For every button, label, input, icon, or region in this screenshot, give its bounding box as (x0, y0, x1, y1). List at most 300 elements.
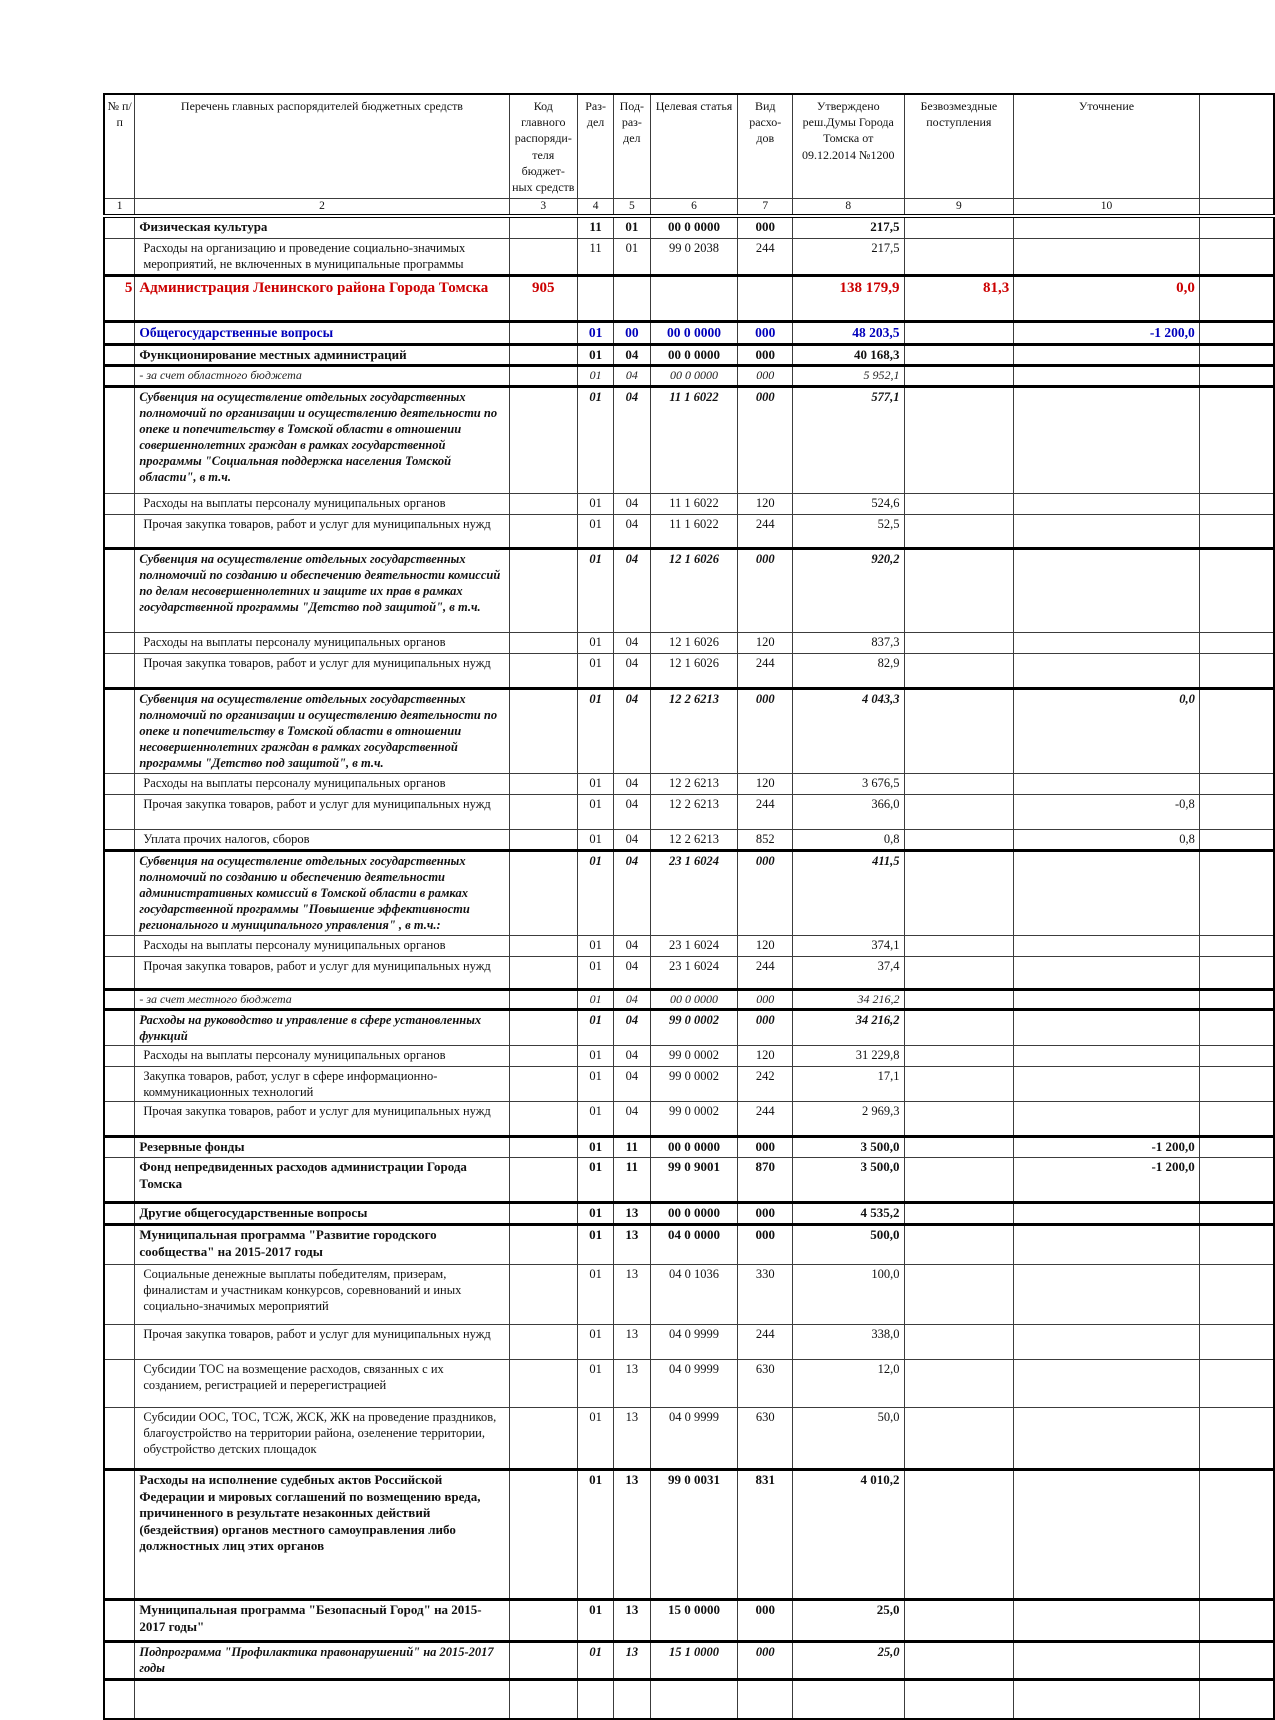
cell-expense-type: 000 (738, 1136, 793, 1157)
cell-podrazdel: 13 (614, 1407, 650, 1469)
col-number: 6 (650, 199, 738, 216)
cell-expense-type (738, 276, 793, 322)
cell-approved-amount: 25,0 (793, 1599, 904, 1641)
col-header-razdel: Раз-дел (578, 94, 614, 199)
cell-adjustment-amount (1014, 1202, 1200, 1224)
cell-gratuitous-amount (904, 794, 1014, 829)
table-row (104, 344, 1274, 366)
cell-grbs-code (509, 1469, 577, 1599)
cell-row-number: 5 (104, 276, 135, 322)
cell-row-number (104, 1679, 135, 1719)
cell-expense-type: 244 (738, 1101, 793, 1136)
cell-expense-type: 000 (738, 322, 793, 344)
cell-razdel: 01 (578, 1641, 614, 1679)
cell-razdel: 01 (578, 514, 614, 548)
cell-approved-amount: 338,0 (793, 1324, 904, 1359)
cell-target-article: 12 2 6213 (650, 794, 738, 829)
cell-approved-amount: 3 500,0 (793, 1157, 904, 1202)
cell-name: Прочая закупка товаров, работ и услуг для муниципальных нужд (135, 514, 509, 548)
cell-approved-amount: 3 500,0 (793, 1136, 904, 1157)
cell-adjustment-amount (1014, 1009, 1200, 1045)
cell-gratuitous-amount (904, 989, 1014, 1009)
table-row (104, 1679, 1274, 1719)
cell-target-article: 15 1 0000 (650, 1641, 738, 1679)
cell-grbs-code (509, 1157, 577, 1202)
cell-extra (1199, 1202, 1274, 1224)
cell-approved-amount: 411,5 (793, 850, 904, 935)
cell-row-number (104, 1066, 135, 1101)
cell-name: Расходы на выплаты персоналу муниципальных органов (135, 773, 509, 794)
cell-approved-amount: 17,1 (793, 1066, 904, 1101)
cell-gratuitous-amount (904, 1641, 1014, 1679)
cell-adjustment-amount (1014, 989, 1200, 1009)
cell-podrazdel: 04 (614, 548, 650, 632)
budget-table-body (104, 216, 1274, 1720)
cell-razdel: 01 (578, 1264, 614, 1324)
cell-approved-amount: 2 969,3 (793, 1101, 904, 1136)
cell-grbs-code (509, 548, 577, 632)
cell-target-article: 99 0 0002 (650, 1101, 738, 1136)
table-row (104, 1407, 1274, 1469)
cell-expense-type: 120 (738, 773, 793, 794)
cell-grbs-code (509, 366, 577, 386)
cell-row-number (104, 794, 135, 829)
cell-grbs-code (509, 1359, 577, 1407)
table-row (104, 956, 1274, 989)
cell-gratuitous-amount (904, 493, 1014, 514)
cell-row-number (104, 1157, 135, 1202)
cell-extra (1199, 1157, 1274, 1202)
col-header-name: Перечень главных распорядителей бюджетных средств (135, 94, 509, 199)
cell-gratuitous-amount (904, 1324, 1014, 1359)
cell-extra (1199, 653, 1274, 688)
cell-grbs-code (509, 239, 577, 276)
cell-podrazdel: 04 (614, 989, 650, 1009)
cell-adjustment-amount (1014, 1324, 1200, 1359)
cell-podrazdel: 01 (614, 239, 650, 276)
cell-gratuitous-amount (904, 935, 1014, 956)
cell-approved-amount: 374,1 (793, 935, 904, 956)
cell-row-number (104, 773, 135, 794)
cell-podrazdel: 13 (614, 1264, 650, 1324)
cell-approved-amount: 500,0 (793, 1224, 904, 1264)
cell-name: Подпрограмма "Профилактика правонарушений" на 2015-2017 годы (135, 1641, 509, 1679)
table-row (104, 794, 1274, 829)
cell-target-article: 99 0 0002 (650, 1066, 738, 1101)
table-row (104, 216, 1274, 239)
cell-expense-type: 000 (738, 850, 793, 935)
cell-expense-type: 330 (738, 1264, 793, 1324)
cell-expense-type: 000 (738, 548, 793, 632)
col-header-expense-type: Вид расхо-дов (738, 94, 793, 199)
cell-approved-amount: 34 216,2 (793, 989, 904, 1009)
cell-extra (1199, 1324, 1274, 1359)
cell-expense-type: 000 (738, 366, 793, 386)
cell-gratuitous-amount (904, 688, 1014, 773)
col-header-target-article: Целевая статья (650, 94, 738, 199)
cell-name: Расходы на руководство и управление в сфере установленных функций (135, 1009, 509, 1045)
cell-grbs-code (509, 1101, 577, 1136)
cell-approved-amount: 217,5 (793, 239, 904, 276)
table-row (104, 1469, 1274, 1599)
cell-razdel: 01 (578, 1101, 614, 1136)
cell-approved-amount: 0,8 (793, 829, 904, 850)
cell-razdel: 01 (578, 1224, 614, 1264)
cell-podrazdel: 04 (614, 956, 650, 989)
column-number-row (104, 199, 1274, 216)
cell-razdel: 01 (578, 322, 614, 344)
cell-approved-amount: 524,6 (793, 493, 904, 514)
table-row (104, 1066, 1274, 1101)
cell-adjustment-amount: -1 200,0 (1014, 322, 1200, 344)
cell-extra (1199, 989, 1274, 1009)
cell-approved-amount: 138 179,9 (793, 276, 904, 322)
cell-gratuitous-amount (904, 1136, 1014, 1157)
cell-gratuitous-amount (904, 1264, 1014, 1324)
cell-extra (1199, 1599, 1274, 1641)
cell-row-number (104, 1264, 135, 1324)
cell-podrazdel: 13 (614, 1324, 650, 1359)
cell-adjustment-amount (1014, 653, 1200, 688)
cell-row-number (104, 493, 135, 514)
cell-approved-amount: 31 229,8 (793, 1045, 904, 1066)
cell-target-article: 04 0 9999 (650, 1324, 738, 1359)
cell-razdel: 01 (578, 935, 614, 956)
cell-grbs-code (509, 653, 577, 688)
cell-gratuitous-amount (904, 366, 1014, 386)
cell-row-number (104, 1136, 135, 1157)
cell-razdel: 01 (578, 1359, 614, 1407)
cell-target-article: 99 0 0002 (650, 1009, 738, 1045)
cell-expense-type: 120 (738, 632, 793, 653)
cell-target-article: 04 0 9999 (650, 1407, 738, 1469)
cell-podrazdel: 00 (614, 322, 650, 344)
col-header-adjustment: Уточнение (1014, 94, 1200, 199)
cell-extra (1199, 1679, 1274, 1719)
cell-target-article: 99 0 2038 (650, 239, 738, 276)
cell-name: Прочая закупка товаров, работ и услуг для муниципальных нужд (135, 653, 509, 688)
col-number: 3 (509, 199, 577, 216)
cell-expense-type: 120 (738, 935, 793, 956)
cell-podrazdel: 04 (614, 366, 650, 386)
cell-grbs-code (509, 1641, 577, 1679)
cell-extra (1199, 632, 1274, 653)
table-row (104, 850, 1274, 935)
cell-podrazdel: 04 (614, 493, 650, 514)
cell-razdel: 01 (578, 548, 614, 632)
cell-grbs-code (509, 1066, 577, 1101)
cell-razdel: 01 (578, 773, 614, 794)
cell-gratuitous-amount (904, 829, 1014, 850)
cell-adjustment-amount (1014, 773, 1200, 794)
cell-target-article: 04 0 1036 (650, 1264, 738, 1324)
cell-name: Общегосударственные вопросы (135, 322, 509, 344)
cell-razdel: 01 (578, 1157, 614, 1202)
cell-grbs-code (509, 1136, 577, 1157)
cell-extra (1199, 688, 1274, 773)
cell-expense-type: 000 (738, 1009, 793, 1045)
cell-adjustment-amount (1014, 1679, 1200, 1719)
cell-adjustment-amount: -0,8 (1014, 794, 1200, 829)
cell-row-number (104, 688, 135, 773)
cell-gratuitous-amount (904, 1407, 1014, 1469)
cell-adjustment-amount (1014, 935, 1200, 956)
cell-name: Расходы на выплаты персоналу муниципальных органов (135, 935, 509, 956)
cell-row-number (104, 366, 135, 386)
table-row (104, 653, 1274, 688)
cell-name: Социальные денежные выплаты победителям, призерам, финалистам и участникам конкурсов, соревнований и иных социально-значимых мероприятий (135, 1264, 509, 1324)
cell-razdel: 11 (578, 239, 614, 276)
cell-gratuitous-amount (904, 773, 1014, 794)
cell-approved-amount: 217,5 (793, 216, 904, 239)
cell-extra (1199, 935, 1274, 956)
cell-adjustment-amount (1014, 1407, 1200, 1469)
cell-target-article: 23 1 6024 (650, 850, 738, 935)
cell-row-number (104, 829, 135, 850)
cell-name: Функционирование местных администраций (135, 344, 509, 366)
cell-razdel: 01 (578, 1599, 614, 1641)
table-row (104, 1599, 1274, 1641)
cell-razdel: 01 (578, 493, 614, 514)
cell-adjustment-amount (1014, 493, 1200, 514)
cell-row-number (104, 1359, 135, 1407)
cell-grbs-code (509, 514, 577, 548)
cell-name: Другие общегосударственные вопросы (135, 1202, 509, 1224)
cell-extra (1199, 548, 1274, 632)
cell-podrazdel: 13 (614, 1224, 650, 1264)
cell-row-number (104, 1599, 135, 1641)
col-number: 7 (738, 199, 793, 216)
cell-razdel: 01 (578, 829, 614, 850)
cell-adjustment-amount (1014, 1224, 1200, 1264)
cell-approved-amount: 4 535,2 (793, 1202, 904, 1224)
cell-target-article: 12 1 6026 (650, 548, 738, 632)
cell-approved-amount: 48 203,5 (793, 322, 904, 344)
cell-razdel: 01 (578, 1202, 614, 1224)
cell-approved-amount: 82,9 (793, 653, 904, 688)
cell-grbs-code (509, 322, 577, 344)
cell-adjustment-amount (1014, 1641, 1200, 1679)
cell-expense-type: 000 (738, 989, 793, 1009)
cell-gratuitous-amount (904, 1679, 1014, 1719)
col-header-num: № п/п (104, 94, 135, 199)
cell-extra (1199, 956, 1274, 989)
cell-target-article: 04 0 9999 (650, 1359, 738, 1407)
cell-grbs-code (509, 1679, 577, 1719)
cell-approved-amount: 3 676,5 (793, 773, 904, 794)
cell-podrazdel: 04 (614, 344, 650, 366)
table-row (104, 829, 1274, 850)
cell-target-article: 12 2 6213 (650, 688, 738, 773)
cell-adjustment-amount: -1 200,0 (1014, 1157, 1200, 1202)
cell-grbs-code: 905 (509, 276, 577, 322)
cell-extra (1199, 216, 1274, 239)
table-row (104, 1324, 1274, 1359)
table-row (104, 1359, 1274, 1407)
cell-target-article: 00 0 0000 (650, 216, 738, 239)
cell-target-article: 11 1 6022 (650, 514, 738, 548)
cell-adjustment-amount (1014, 366, 1200, 386)
cell-razdel: 01 (578, 794, 614, 829)
cell-adjustment-amount (1014, 1469, 1200, 1599)
cell-adjustment-amount (1014, 239, 1200, 276)
cell-row-number (104, 1009, 135, 1045)
cell-grbs-code (509, 1407, 577, 1469)
cell-razdel: 01 (578, 1136, 614, 1157)
cell-grbs-code (509, 1264, 577, 1324)
cell-gratuitous-amount (904, 1599, 1014, 1641)
cell-grbs-code (509, 1599, 577, 1641)
table-row (104, 935, 1274, 956)
cell-gratuitous-amount (904, 239, 1014, 276)
cell-expense-type: 852 (738, 829, 793, 850)
cell-extra (1199, 366, 1274, 386)
cell-grbs-code (509, 989, 577, 1009)
cell-gratuitous-amount (904, 1359, 1014, 1407)
cell-razdel (578, 276, 614, 322)
table-row (104, 514, 1274, 548)
cell-row-number (104, 653, 135, 688)
cell-gratuitous-amount (904, 1009, 1014, 1045)
cell-approved-amount: 4 010,2 (793, 1469, 904, 1599)
cell-expense-type: 870 (738, 1157, 793, 1202)
col-number (1199, 199, 1274, 216)
cell-row-number (104, 386, 135, 493)
cell-extra (1199, 344, 1274, 366)
cell-expense-type: 000 (738, 216, 793, 239)
cell-target-article (650, 276, 738, 322)
cell-podrazdel: 04 (614, 829, 650, 850)
cell-target-article: 12 1 6026 (650, 632, 738, 653)
cell-row-number (104, 956, 135, 989)
cell-adjustment-amount: 0,8 (1014, 829, 1200, 850)
cell-podrazdel: 04 (614, 386, 650, 493)
cell-extra (1199, 1224, 1274, 1264)
cell-expense-type: 000 (738, 1224, 793, 1264)
cell-adjustment-amount (1014, 216, 1200, 239)
cell-expense-type (738, 1679, 793, 1719)
table-row (104, 1641, 1274, 1679)
cell-extra (1199, 1359, 1274, 1407)
cell-podrazdel: 13 (614, 1202, 650, 1224)
budget-table (103, 93, 1275, 1720)
table-row (104, 239, 1274, 276)
table-row (104, 773, 1274, 794)
cell-extra (1199, 322, 1274, 344)
cell-name: Расходы на выплаты персоналу муниципальных органов (135, 632, 509, 653)
cell-podrazdel: 04 (614, 653, 650, 688)
cell-name: Расходы на выплаты персоналу муниципальных органов (135, 493, 509, 514)
cell-adjustment-amount: 0,0 (1014, 276, 1200, 322)
cell-expense-type: 831 (738, 1469, 793, 1599)
cell-podrazdel: 01 (614, 216, 650, 239)
cell-razdel: 01 (578, 989, 614, 1009)
cell-extra (1199, 1009, 1274, 1045)
cell-approved-amount: 50,0 (793, 1407, 904, 1469)
cell-target-article: 00 0 0000 (650, 989, 738, 1009)
cell-row-number (104, 850, 135, 935)
cell-row-number (104, 935, 135, 956)
cell-grbs-code (509, 956, 577, 989)
cell-gratuitous-amount (904, 1157, 1014, 1202)
cell-target-article: 15 0 0000 (650, 1599, 738, 1641)
cell-row-number (104, 239, 135, 276)
cell-grbs-code (509, 1202, 577, 1224)
cell-razdel: 01 (578, 1324, 614, 1359)
cell-name: Субсидии ООС, ТОС, ТСЖ, ЖСК, ЖК на проведение праздников, благоустройство на территории района, озеленение территории, обустройство детских площадок (135, 1407, 509, 1469)
cell-extra (1199, 1469, 1274, 1599)
cell-name: Расходы на выплаты персоналу муниципальных органов (135, 1045, 509, 1066)
cell-expense-type: 120 (738, 493, 793, 514)
cell-extra (1199, 1101, 1274, 1136)
cell-expense-type: 242 (738, 1066, 793, 1101)
cell-gratuitous-amount (904, 344, 1014, 366)
table-row (104, 688, 1274, 773)
cell-name: Прочая закупка товаров, работ и услуг для муниципальных нужд (135, 1324, 509, 1359)
col-header-podrazdel: Под-раз-дел (614, 94, 650, 199)
cell-podrazdel (614, 276, 650, 322)
cell-expense-type: 630 (738, 1407, 793, 1469)
col-number: 8 (793, 199, 904, 216)
cell-razdel: 01 (578, 344, 614, 366)
cell-approved-amount: 837,3 (793, 632, 904, 653)
cell-name: Прочая закупка товаров, работ и услуг для муниципальных нужд (135, 1101, 509, 1136)
table-row (104, 548, 1274, 632)
cell-podrazdel: 11 (614, 1157, 650, 1202)
cell-extra (1199, 1407, 1274, 1469)
cell-grbs-code (509, 1009, 577, 1045)
cell-razdel: 01 (578, 1407, 614, 1469)
cell-gratuitous-amount (904, 632, 1014, 653)
cell-razdel: 01 (578, 688, 614, 773)
cell-name: Фонд непредвиденных расходов администрации Города Томска (135, 1157, 509, 1202)
cell-name: Субвенция на осуществление отдельных государственных полномочий по организации и осуществлению деятельности по опеке и попечительству в Томской области в отношении совершеннолетних граждан в рамках государственной программы "Социальная поддержка населения Томской области", в т.ч. (135, 386, 509, 493)
cell-row-number (104, 1224, 135, 1264)
cell-gratuitous-amount (904, 1045, 1014, 1066)
cell-target-article: 12 2 6213 (650, 829, 738, 850)
cell-razdel: 01 (578, 366, 614, 386)
cell-gratuitous-amount (904, 322, 1014, 344)
cell-razdel: 01 (578, 1045, 614, 1066)
cell-grbs-code (509, 493, 577, 514)
cell-extra (1199, 386, 1274, 493)
cell-grbs-code (509, 794, 577, 829)
cell-row-number (104, 548, 135, 632)
table-row (104, 1045, 1274, 1066)
cell-grbs-code (509, 935, 577, 956)
cell-podrazdel: 04 (614, 688, 650, 773)
table-row (104, 366, 1274, 386)
table-row (104, 322, 1274, 344)
table-row (104, 1136, 1274, 1157)
cell-gratuitous-amount (904, 850, 1014, 935)
table-row (104, 493, 1274, 514)
cell-target-article: 11 1 6022 (650, 386, 738, 493)
col-number: 9 (904, 199, 1014, 216)
cell-expense-type: 000 (738, 1599, 793, 1641)
col-header-extra (1199, 94, 1274, 199)
col-header-gratuitous: Безвозмездные поступления (904, 94, 1014, 199)
cell-expense-type: 244 (738, 794, 793, 829)
cell-adjustment-amount (1014, 1066, 1200, 1101)
cell-target-article (650, 1679, 738, 1719)
col-number: 4 (578, 199, 614, 216)
cell-target-article: 99 0 9001 (650, 1157, 738, 1202)
cell-podrazdel: 13 (614, 1469, 650, 1599)
cell-grbs-code (509, 1324, 577, 1359)
cell-extra (1199, 1264, 1274, 1324)
cell-approved-amount: 12,0 (793, 1359, 904, 1407)
